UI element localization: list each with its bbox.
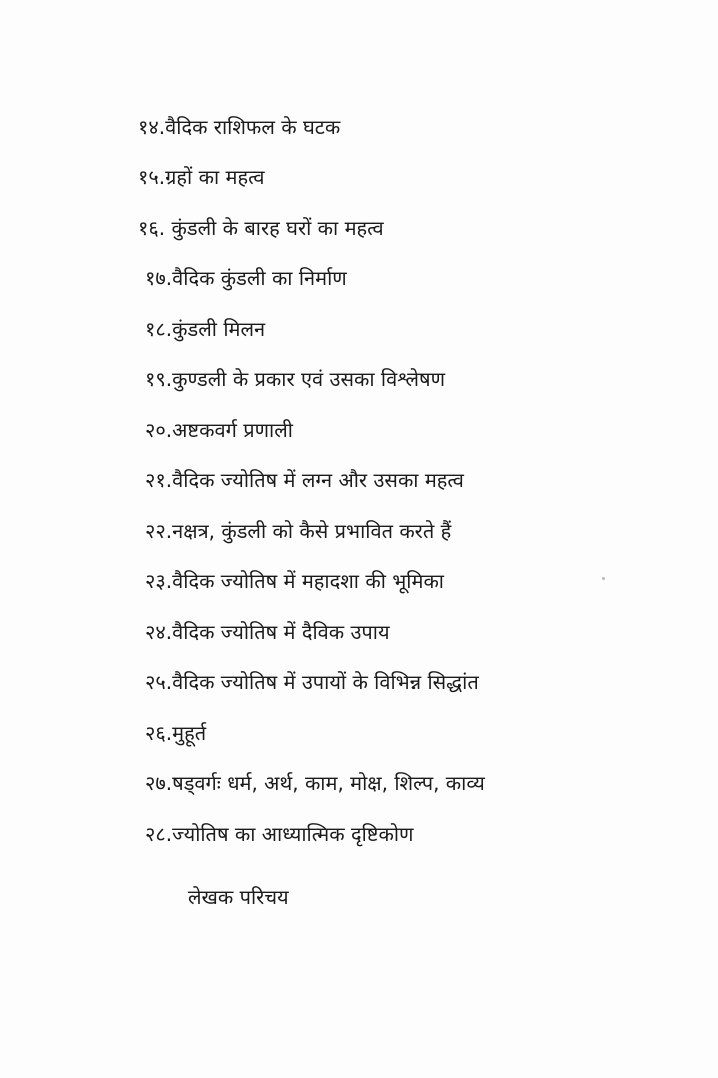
toc-item-23: २३.वैदिक ज्योतिष में महादशा की भूमिका	[145, 569, 444, 593]
toc-item-16: १६. कुंडली के बारह घरों का महत्व	[138, 216, 384, 240]
toc-item-19: १९.कुण्डली के प्रकार एवं उसका विश्लेषण	[145, 367, 446, 391]
toc-item-15: १५.ग्रहों का महत्व	[138, 165, 265, 189]
toc-item-20: २०.अष्टकवर्ग प्रणाली	[145, 418, 293, 442]
toc-item-24: २४.वैदिक ज्योतिष में दैविक उपाय	[145, 620, 390, 644]
toc-item-28: २८.ज्योतिष का आध्यात्मिक दृष्टिकोण	[145, 822, 414, 846]
scan-speck	[602, 577, 605, 580]
toc-item-17: १७.वैदिक कुंडली का निर्माण	[145, 266, 347, 290]
author-introduction: लेखक परिचय	[188, 885, 289, 909]
toc-item-26: २६.मुहूर्त	[145, 721, 207, 745]
toc-item-25: २५.वैदिक ज्योतिष में उपायों के विभिन्न सिद्धांत	[145, 670, 479, 694]
toc-item-18: १८.कुंडली मिलन	[145, 317, 266, 341]
toc-item-14: १४.वैदिक राशिफल के घटक	[138, 115, 341, 139]
toc-item-21: २१.वैदिक ज्योतिष में लग्न और उसका महत्व	[145, 468, 464, 492]
toc-item-22: २२.नक्षत्र, कुंडली को कैसे प्रभावित करते हैं	[145, 519, 452, 543]
toc-item-27: २७.षड्वर्गः धर्म, अर्थ, काम, मोक्ष, शिल्प, काव्य	[145, 771, 485, 795]
